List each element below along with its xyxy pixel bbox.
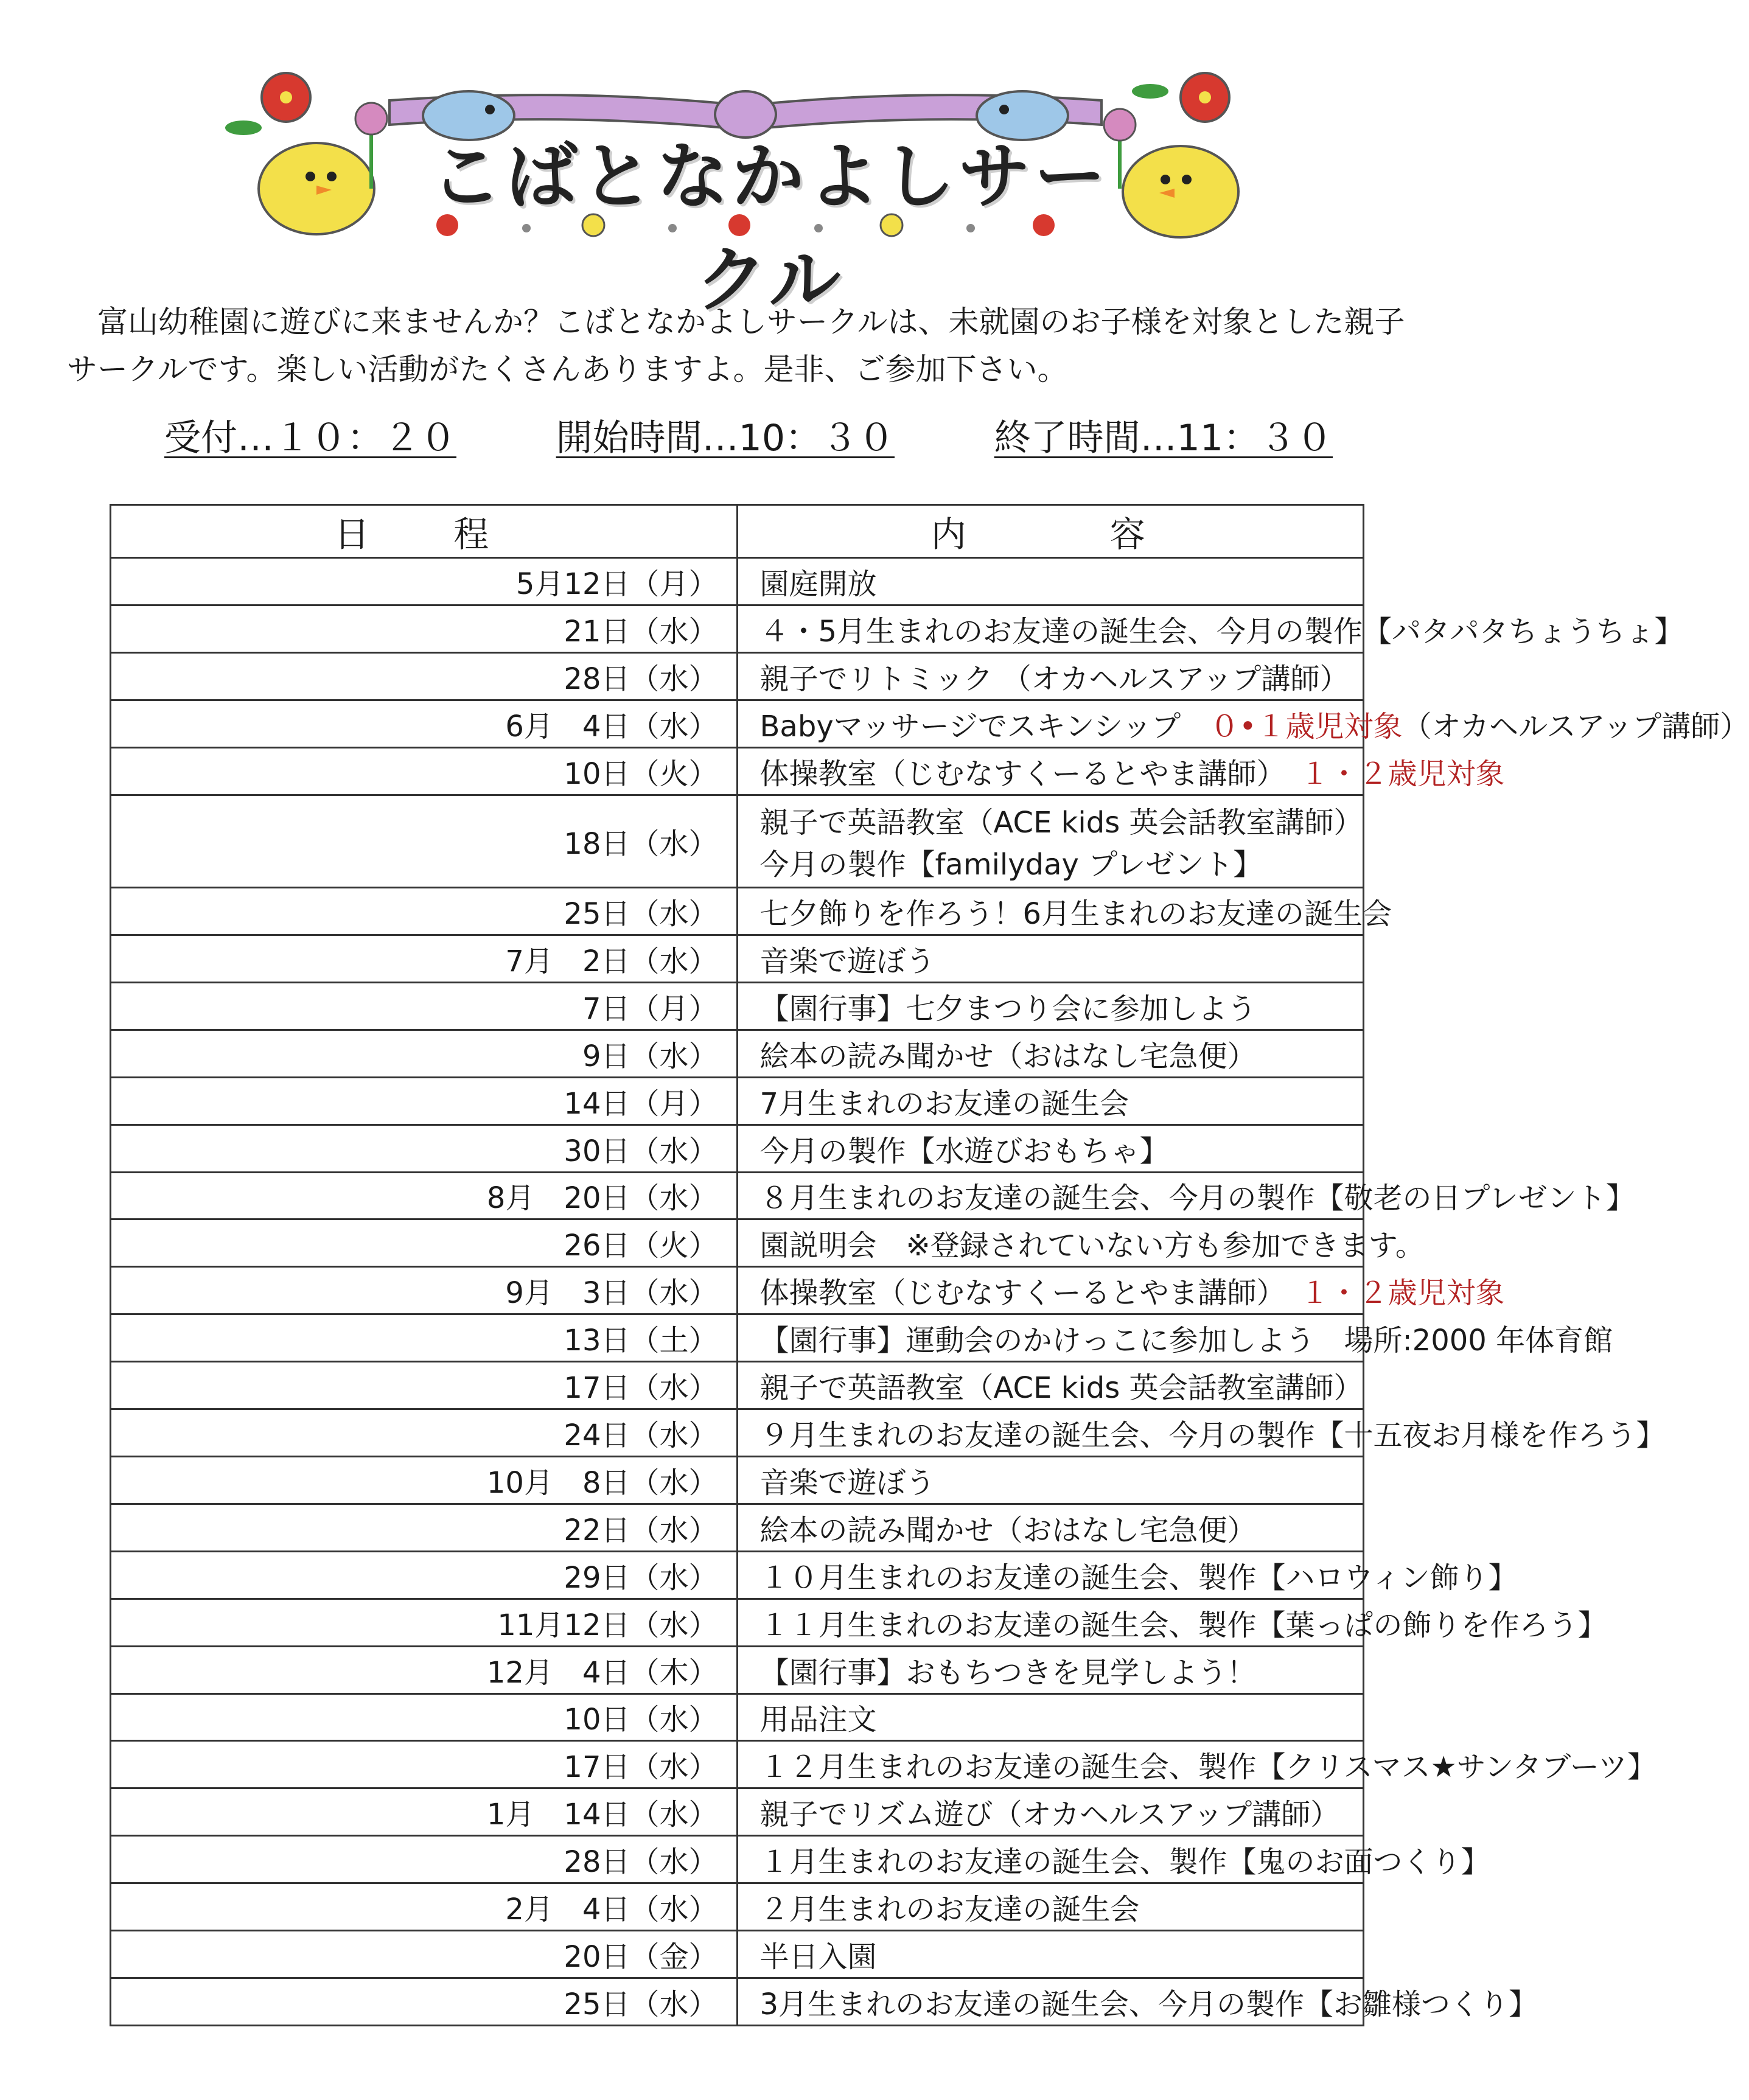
content-text: 半日入園 [759, 1939, 877, 1974]
content-text: ２月生まれのお友達の誕生会 [759, 1892, 1140, 1927]
content-text: 音楽で遊ぼう [759, 1465, 935, 1500]
schedule-content [737, 747, 1505, 795]
schedule-content [737, 982, 1364, 1030]
table-row [111, 1978, 1364, 2025]
schedule-date: 5月12日（月） [111, 558, 738, 605]
table-row [111, 1551, 1364, 1599]
schedule-date: 21日（水） [111, 605, 738, 652]
schedule-content [737, 700, 1749, 747]
content-text: 園庭開放 [759, 567, 877, 601]
schedule-content [737, 1978, 1538, 2025]
content-text: 【園行事】七夕まつり会に参加しよう [759, 991, 1257, 1026]
table-row [111, 1314, 1364, 1362]
content-text: 親子でリトミック （オカヘルスアップ講師） [759, 661, 1349, 696]
content-text: 園説明会 ※登録されていない方も参加できます。 [759, 1229, 1425, 1263]
schedule-date: 18日（水） [111, 795, 738, 888]
schedule-date: 20日（金） [111, 1931, 738, 1978]
schedule-date: 29日（水） [111, 1551, 738, 1599]
table-row [111, 982, 1364, 1030]
table-row [111, 1504, 1364, 1551]
schedule-date: 10日（火） [111, 747, 738, 795]
content-text: １１月生まれのお友達の誕生会、製作【葉っぱの飾りを作ろう】 [759, 1608, 1607, 1642]
schedule-date: 1月 14日（水） [111, 1788, 738, 1836]
content-text: 七夕飾りを作ろう！6月生まれのお友達の誕生会 [759, 897, 1392, 932]
content-text: 7月生まれのお友達の誕生会 [759, 1086, 1129, 1121]
table-row [111, 1694, 1364, 1741]
schedule-content [737, 1267, 1505, 1314]
schedule-content [737, 1125, 1364, 1172]
table-row [111, 1836, 1364, 1883]
target-age-note: １・２歳児対象 [1300, 1276, 1505, 1311]
content-text: 今月の製作【水遊びおもちゃ】 [759, 1134, 1169, 1168]
table-row [111, 1362, 1364, 1409]
schedule-content [737, 1172, 1635, 1219]
schedule-date: 10日（水） [111, 1694, 738, 1741]
table-row [111, 652, 1364, 700]
schedule-date: 7日（月） [111, 982, 738, 1030]
schedule-content [737, 1931, 1364, 1978]
content-text: 親子でリズム遊び（オカヘルスアップ講師） [759, 1798, 1340, 1832]
content-text: １０月生まれのお友達の誕生会、製作【ハロウィン飾り】 [759, 1560, 1518, 1595]
table-row [111, 1788, 1364, 1836]
table-row [111, 888, 1364, 935]
schedule-table [110, 504, 1749, 2026]
schedule-date: 25日（水） [111, 888, 738, 935]
table-row [111, 1741, 1364, 1788]
content-text: ４・5月生まれのお友達の誕生会、今月の製作【パタパタちょうちょ】 [759, 614, 1684, 649]
table-row [111, 1599, 1364, 1646]
schedule-date: 7月 2日（水） [111, 935, 738, 983]
schedule-content [737, 1362, 1364, 1409]
schedule-content [737, 558, 1364, 605]
schedule-content [737, 888, 1392, 935]
schedule-date: 13日（土） [111, 1314, 738, 1362]
schedule-content [737, 605, 1684, 652]
content-text: 親子で英語教室（ACE kids 英会話教室講師） [759, 1371, 1363, 1406]
page-title: こばとなかよしサークル [430, 134, 1109, 322]
table-row [111, 1456, 1364, 1504]
schedule-content [737, 1694, 1364, 1741]
chick-icon-left [259, 103, 387, 234]
schedule-content [737, 1646, 1364, 1694]
schedule-date: 17日（水） [111, 1741, 738, 1788]
content-text: Babyマッサージでスキンシップ [759, 709, 1181, 744]
table-row [111, 700, 1364, 747]
schedule-date: 12月 4日（木） [111, 1646, 738, 1694]
content-text: 体操教室（じむなすくーるとやま講師） [759, 756, 1271, 791]
content-text: 絵本の読み聞かせ（おはなし宅急便） [759, 1513, 1257, 1547]
content-text: 【園行事】運動会のかけっこに参加しよう 場所:2000 年体育館 [759, 1324, 1613, 1358]
schedule-content [737, 1314, 1613, 1362]
content-text: 親子で英語教室（ACE kids 英会話教室講師） [759, 806, 1363, 840]
schedule-date: 9日（水） [111, 1030, 738, 1077]
end-time: 終了時間…11：３０ [994, 417, 1333, 459]
table-row [111, 1267, 1364, 1314]
content-text: 【園行事】おもちつきを見学しよう！ [759, 1655, 1257, 1690]
table-row [111, 558, 1364, 605]
schedule-content [737, 1504, 1364, 1551]
schedule-content [737, 1077, 1364, 1125]
table-row [111, 795, 1364, 888]
content-text: 3月生まれのお友達の誕生会、今月の製作【お雛様つくり】 [759, 1987, 1538, 2022]
content-text: １２月生まれのお友達の誕生会、製作【クリスマス★サンタブーツ】 [759, 1750, 1656, 1785]
content-text: ９月生まれのお友達の誕生会、今月の製作【十五夜お月様を作ろう】 [759, 1418, 1666, 1453]
schedule-date: 24日（水） [111, 1409, 738, 1457]
schedule-date: 14日（月） [111, 1077, 738, 1125]
schedule-date: 30日（水） [111, 1125, 738, 1172]
table-row [111, 1125, 1364, 1172]
schedule-content [737, 1788, 1364, 1836]
schedule-date: 2月 4日（水） [111, 1883, 738, 1931]
table-row [111, 1883, 1364, 1931]
schedule-date: 10月 8日（水） [111, 1456, 738, 1504]
target-age-note: １・２歳児対象 [1300, 756, 1505, 791]
schedule-content [737, 652, 1364, 700]
header-date: 日 程 [111, 505, 738, 558]
table-row [111, 935, 1364, 983]
target-age-note: ０•１歳児対象 [1210, 709, 1403, 744]
table-row [111, 1219, 1364, 1267]
schedule-date: 25日（水） [111, 1978, 738, 2025]
schedule-content [737, 1741, 1656, 1788]
schedule-content [737, 1883, 1364, 1931]
schedule-date: 9月 3日（水） [111, 1267, 738, 1314]
schedule-date: 28日（水） [111, 652, 738, 700]
schedule-content [737, 1409, 1666, 1457]
table-row [111, 1077, 1364, 1125]
table-row [111, 605, 1364, 652]
content-text-line2: 今月の製作【familyday プレゼント】 [759, 848, 1263, 882]
schedule-content [737, 795, 1364, 888]
intro-text: 富山幼稚園に遊びに来ませんか？こばとなかよしサークルは、未就園のお子様を対象とした親子サークルです。楽しい活動がたくさんありますよ。是非、ご参加下さい。 [67, 304, 1405, 387]
schedule-content [737, 1456, 1364, 1504]
schedule-date: 6月 4日（水） [111, 700, 738, 747]
start-time: 開始時間…10：３０ [556, 417, 895, 459]
content-text: ８月生まれのお友達の誕生会、今月の製作【敬老の日プレゼント】 [759, 1181, 1635, 1216]
content-text-after: （オカヘルスアップ講師） [1402, 709, 1749, 744]
chick-icon-right [1104, 109, 1238, 237]
schedule-date: 22日（水） [111, 1504, 738, 1551]
table-row [111, 1646, 1364, 1694]
schedule-date: 28日（水） [111, 1836, 738, 1883]
schedule-date: 11月12日（水） [111, 1599, 738, 1646]
table-header-row [111, 505, 1364, 558]
content-text: 音楽で遊ぼう [759, 944, 935, 978]
schedule-content [737, 1599, 1607, 1646]
table-row [111, 747, 1364, 795]
schedule-content [737, 1030, 1364, 1077]
content-text: 用品注文 [759, 1703, 877, 1737]
schedule-date: 26日（火） [111, 1219, 738, 1267]
flower-icon-right [1132, 73, 1229, 122]
table-row [111, 1409, 1364, 1457]
content-text: 体操教室（じむなすくーるとやま講師） [759, 1276, 1271, 1311]
schedule-date: 8月 20日（水） [111, 1172, 738, 1219]
schedule-date: 17日（水） [111, 1362, 738, 1409]
table-row [111, 1030, 1364, 1077]
reception-time: 受付…１０：２０ [164, 417, 456, 459]
schedule-content [737, 1219, 1425, 1267]
content-text: １月生まれのお友達の誕生会、製作【鬼のお面つくり】 [759, 1845, 1490, 1880]
content-text: 絵本の読み聞かせ（おはなし宅急便） [759, 1039, 1257, 1073]
schedule-content [737, 1836, 1490, 1883]
schedule-content [737, 1551, 1518, 1599]
table-row [111, 1931, 1364, 1978]
table-row [111, 1172, 1364, 1219]
flower-icon-left [225, 73, 310, 135]
time-info [164, 409, 1333, 461]
header-content: 内 容 [737, 505, 1364, 558]
schedule-content [737, 935, 1364, 983]
